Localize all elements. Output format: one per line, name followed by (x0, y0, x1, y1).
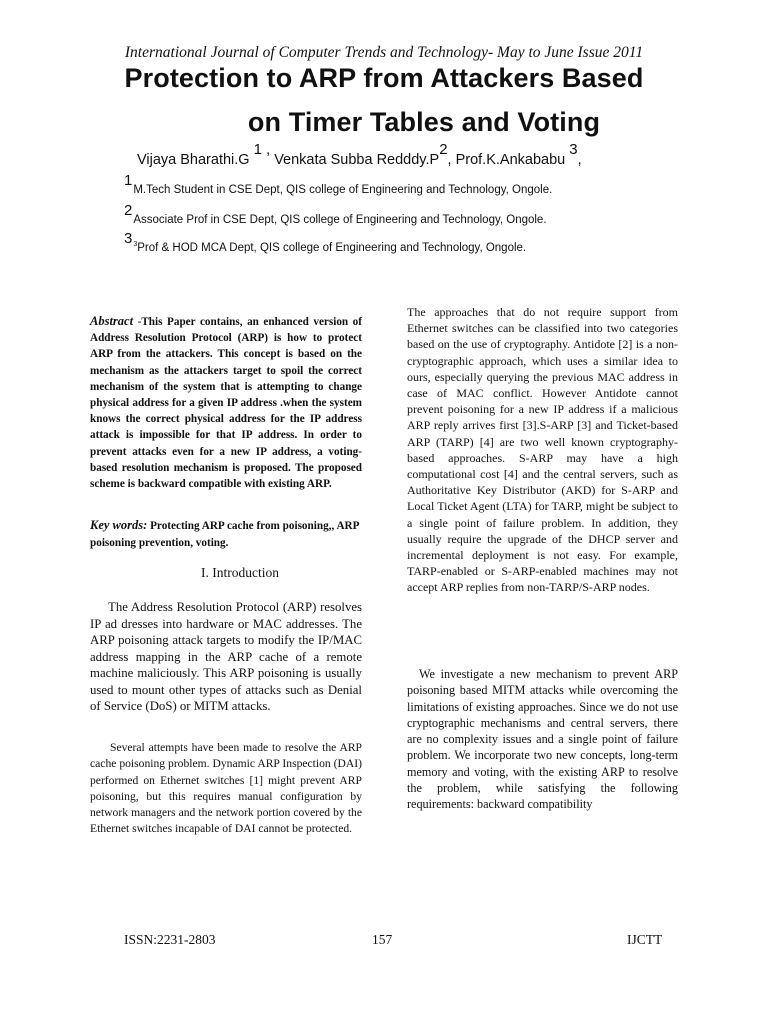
affiliation-1-index: 1 (124, 172, 133, 189)
author-1: Vijaya Bharathi.G (137, 152, 250, 168)
author-2-index: 2 (439, 141, 448, 158)
keywords (90, 517, 362, 552)
author-1-index: 1 (253, 141, 262, 158)
journal-header: International Journal of Computer Trends and Technology- May to June Issue 2011 (124, 44, 644, 61)
affiliation-1-text: M.Tech Student in CSE Dept, QIS college of Engineering and Technology, Ongole. (133, 184, 553, 196)
intro-paragraph-2: Several attempts have been made to resolve the ARP cache poisoning problem. Dynamic ARP Inspection (DAI) performed on Ethernet switches [1] might prevent ARP poisoning, but this requires manual configuration by network managers and the network portion covered by the Ethernet switches incapable of DAI cannot be protected. (90, 741, 362, 836)
right-column-paragraph-1: The approaches that do not require support from Ethernet switches can be classified into two categories based on the use of cryptography. Antidote [2] is a non-cryptographic approach, which uses a similar idea to ours, especially querying the previous MAC address in case of MAC conflict. However Antidote cannot prevent poisoning for a new IP address if a malicious ARP reply arrives first [3].S-ARP [3] and Ticket-based ARP (TARP) [4] are two well known cryptography-based approaches. S-ARP may have a high computational cost [4] and the central servers, such as Authoritative Key Distributor (AKD) for S-ARP and Local Ticket Agent (LTA) for TARP, might be subject to a single point of failure problem. In addition, they usually require the upgrade of the DHCP server and incremental deployment is not easy. For example, TARP-enabled or S-ARP-enabled machines may not accept ARP replies from non-TARP/S-ARP nodes. (407, 305, 678, 595)
abstract-text: This Paper contains, an enhanced version of Address Resolution Protocol (ARP) is how to protect ARP from the attackers. This concept is based on the mechanism as the attackers target to spoil the correct mechanism of the system that is attempting to change physical address for a given IP address .when the system knows the correct physical address for the IP address attack is impossible for that IP address. In order to prevent attacks even for a new IP address, a voting-based resolution mechanism is proposed. The proposed scheme is backward compatible with existing ARP. (90, 316, 363, 491)
author-3-index: 3 (569, 141, 578, 158)
affiliation-3-text: Prof & HOD MCA Dept, QIS college of Engineering and Technology, Ongole. (137, 242, 527, 254)
author-3: , Prof.K.Ankababu (447, 152, 566, 168)
right-column-paragraph-2: We investigate a new mechanism to prevent ARP poisoning based MITM attacks while overcoming the limitations of existing approaches. Since we do not use cryptographic mechanisms and central servers, there are no complexity issues and a single point of failure problem. We incorporate two new concepts, long-term memory and voting, with the existing ARP to resolve the problem, while satisfying the following requirements: backward compatibility (407, 667, 678, 812)
affiliation-3-index: 3 (124, 230, 133, 247)
author-list-end: , (577, 152, 582, 168)
affiliation-2 (124, 202, 744, 227)
footer-issn: ISSN:2231-2803 (124, 932, 216, 947)
keywords-label: Key words: (90, 518, 148, 532)
intro-paragraph-1: The Address Resolution Protocol (ARP) resolves IP ad dresses into hardware or MAC addresses. The ARP poisoning attack targets to modify the IP/MAC address mapping in the ARP cache of a remote machine maliciously. This ARP poisoning is usually used to mount other types of attacks such as Denial of Service (DoS) or MITM attacks. (90, 600, 362, 713)
affiliation-3 (124, 230, 744, 255)
affiliation-3-sup: 3 (133, 241, 138, 248)
keywords-text: Protecting ARP cache from poisoning,, ARP poisoning prevention, voting. (90, 520, 359, 549)
affiliation-2-text: Associate Prof in CSE Dept, QIS college of Engineering and Technology, Ongole. (133, 214, 547, 226)
author-2: Venkata Subba Redddy.P (274, 152, 440, 168)
abstract-label: Abstract (90, 314, 134, 328)
affiliation-2-index: 2 (124, 202, 133, 219)
section-heading-introduction: I. Introduction (201, 565, 279, 580)
abstract-dash: - (133, 316, 142, 328)
footer-journal-code: IJCTT (627, 932, 663, 947)
footer-page-number: 157 (372, 932, 393, 947)
author-list (137, 141, 737, 168)
author-separator: , (265, 141, 271, 158)
paper-title-line-2: on Timer Tables and Voting (247, 107, 601, 137)
abstract (90, 313, 362, 492)
paper-title-line-1: Protection to ARP from Attackers Based (124, 63, 644, 93)
affiliation-1 (124, 172, 744, 197)
